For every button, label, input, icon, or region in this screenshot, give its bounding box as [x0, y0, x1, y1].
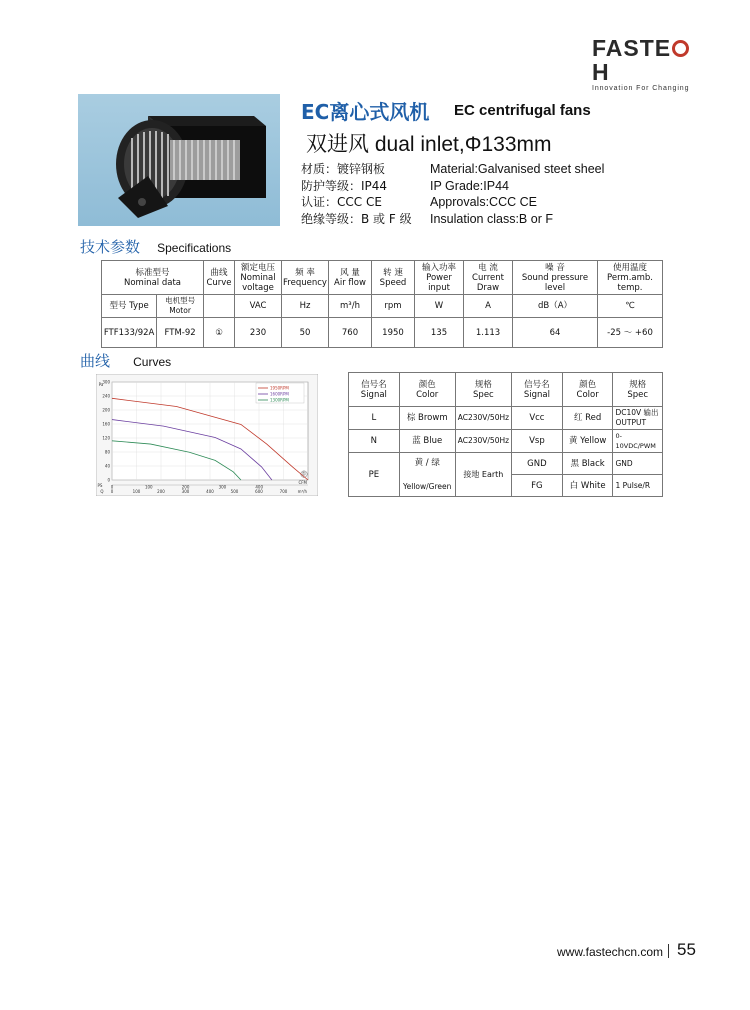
spec-unit-temp: ℃ — [598, 295, 663, 318]
chart-x-tick-label: 400 — [206, 489, 214, 494]
chart-y-tick-label: 120 — [102, 435, 110, 441]
sig-cell-color: 红 Red — [562, 407, 613, 430]
spec-unit-voltage: VAC — [235, 295, 282, 318]
sig-header-spec-2: 规格 Spec — [613, 373, 663, 407]
spec-cn-insulation: 绝缘等级：B 或 F 级 — [301, 211, 412, 226]
spec-cell-sound: 64 — [513, 318, 598, 348]
spec-header-voltage: 额定电压 Nominal voltage — [235, 261, 282, 295]
signal-table-header-row — [349, 373, 663, 407]
spec-en-insulation: Insulation class:B or F — [430, 211, 553, 226]
page-number: 55 — [677, 940, 696, 959]
product-photo — [78, 94, 280, 226]
chart-axis-letter-x: Q — [100, 489, 104, 494]
chart-x-tick-label: 300 — [181, 489, 190, 494]
chart-curve-marker-label: ① — [301, 471, 307, 478]
chart-y-tick-label: 0 — [107, 477, 110, 483]
sig-cell-signal: L — [349, 407, 400, 430]
spec-table — [101, 260, 663, 348]
chart-xlabel-bottom: m³/h — [297, 489, 307, 494]
signal-table — [348, 372, 663, 497]
spec-cell-temp: -25 ～ +60 — [598, 318, 663, 348]
logo-tagline: Innovation For Changing — [592, 85, 690, 92]
spec-cell-curve: ① — [204, 318, 235, 348]
spec-en-material: Material:Galvanised steet sheel — [430, 162, 605, 176]
performance-chart-svg — [96, 374, 318, 496]
spec-en-approvals: Approvals:CCC CE — [430, 195, 537, 209]
chart-x-tick-label: 700 — [279, 489, 288, 494]
spec-unit-type: 型号 Type — [102, 295, 157, 318]
sig-header-color-2: 颜色 Color — [562, 373, 613, 407]
sig-cell-spec: DC10V 输出 OUTPUT — [613, 407, 663, 430]
sig-cell-color: 黄 Yellow — [562, 430, 613, 453]
spec-cell-current: 1.113 — [464, 318, 513, 348]
brand-logo — [592, 36, 704, 92]
spec-cn-material: 材质：镀锌钢板 — [301, 162, 386, 176]
sig-cell-color: 黄 / 绿 Yellow/Green — [399, 453, 455, 497]
spec-cell-airflow: 760 — [329, 318, 372, 348]
chart-x-top-tick-label: 0 — [110, 484, 114, 490]
sig-header-signal-2: 信号名 Signal — [512, 373, 563, 407]
spec-en-ip: IP Grade:IP44 — [430, 178, 509, 193]
footer-divider — [668, 944, 669, 958]
chart-x-top-tick-label: 200 — [181, 484, 190, 490]
sig-cell-signal: PE — [349, 453, 400, 497]
chart-y-tick-label: 80 — [104, 449, 110, 455]
sig-cell-spec: 接地 Earth — [455, 453, 511, 497]
chart-x-top-tick-label: 400 — [255, 484, 264, 490]
sig-cell-signal: Vsp — [512, 430, 563, 453]
spec-header-speed: 转 速 Speed — [372, 261, 415, 295]
sig-header-signal-1: 信号名 Signal — [349, 373, 400, 407]
chart-x-top-tick-label: 300 — [218, 484, 227, 490]
spec-unit-current: A — [464, 295, 513, 318]
chart-legend-entry: 1950RPM — [270, 385, 289, 391]
spec-header-nominal: 标准型号 Nominal data — [102, 261, 204, 295]
spec-header-current: 电 流 Current Draw — [464, 261, 513, 295]
sig-cell-color: 蓝 Blue — [399, 430, 455, 453]
chart-y-tick-label: 300 — [102, 379, 110, 385]
sig-cell-spec: 1 Pulse/R — [613, 475, 663, 497]
logo-ring-icon — [672, 40, 689, 57]
section-curves-en: Curves — [133, 355, 172, 369]
subtitle: 双进风 dual inlet,Φ133mm — [306, 133, 552, 156]
sig-cell-signal: GND — [512, 453, 563, 475]
sig-header-spec-1: 规格 Spec — [455, 373, 511, 407]
spec-cell-voltage: 230 — [235, 318, 282, 348]
chart-x-tick-label: 500 — [230, 489, 239, 494]
sig-cell-signal: N — [349, 430, 400, 453]
spec-table-units-row — [102, 295, 663, 318]
spec-unit-frequency: Hz — [282, 295, 329, 318]
sig-cell-color: 棕 Browm — [399, 407, 455, 430]
sig-cell-spec: GND — [613, 453, 663, 475]
sig-cell-signal: Vcc — [512, 407, 563, 430]
sig-cell-color: 黑 Black — [562, 453, 613, 475]
spec-unit-speed: rpm — [372, 295, 415, 318]
sig-cell-spec: AC230V/50Hz — [455, 407, 511, 430]
spec-header-temp: 使用温度 Perm.amb. temp. — [598, 261, 663, 295]
chart-xlabel-top: CFM — [298, 480, 307, 485]
spec-unit-sound: dB（A） — [513, 295, 598, 318]
chart-x-tick-label: 0 — [110, 489, 114, 494]
spec-cell-power: 135 — [415, 318, 464, 348]
spec-cell-motor: FTM-92 — [157, 318, 204, 348]
chart-y-tick-label: 160 — [102, 421, 110, 427]
chart-ylabel: Pa — [98, 382, 104, 387]
spec-table-data-row — [102, 318, 663, 348]
spec-header-sound: 噪 音 Sound pressure level — [513, 261, 598, 295]
chart-x-tick-label: 600 — [255, 489, 263, 494]
section-specifications — [80, 236, 231, 257]
spec-unit-motor: 电机型号 Motor — [157, 295, 204, 318]
footer-url: www.fastechcn.com — [557, 945, 664, 959]
spec-unit-airflow: m³/h — [329, 295, 372, 318]
chart-y-tick-label: 240 — [102, 393, 110, 399]
chart-x-tick-label: 200 — [157, 489, 165, 494]
sig-cell-spec: 0-10VDC/PWM — [613, 430, 663, 453]
chart-y-tick-label: 40 — [104, 463, 110, 469]
chart-legend-entry: 1600RPM — [270, 391, 289, 397]
spec-table-header-row — [102, 261, 663, 295]
signal-row — [349, 407, 663, 430]
spec-cell-type: FTF133/92A — [102, 318, 157, 348]
spec-list-cn — [301, 161, 412, 227]
section-curves-cn: 曲线 — [80, 352, 111, 370]
sig-cell-signal: FG — [512, 475, 563, 497]
spec-header-curve: 曲线 Curve — [204, 261, 235, 295]
spec-header-airflow: 风 量 Air flow — [329, 261, 372, 295]
signal-row — [349, 453, 663, 475]
sig-cell-spec: AC230V/50Hz — [455, 430, 511, 453]
spec-cell-frequency: 50 — [282, 318, 329, 348]
spec-cell-speed: 1950 — [372, 318, 415, 348]
section-curves — [80, 350, 171, 371]
title-cn: EC离心式风机 — [301, 100, 430, 124]
spec-unit-power: W — [415, 295, 464, 318]
signal-row — [349, 430, 663, 453]
performance-chart — [96, 374, 318, 496]
sig-header-color-1: 颜色 Color — [399, 373, 455, 407]
spec-list-en — [430, 161, 604, 227]
logo-text-part2: H — [592, 59, 610, 85]
sig-cell-color: 白 White — [562, 475, 613, 497]
chart-y-tick-label: 200 — [102, 407, 110, 413]
chart-x-top-tick-label: 100 — [144, 484, 153, 490]
spec-cn-approvals: 认证：CCC CE — [301, 195, 382, 209]
section-specifications-cn: 技术参数 — [80, 238, 141, 256]
logo-text-part1: FASTE — [592, 35, 672, 61]
chart-legend-entry: 1300RPM — [270, 397, 289, 403]
spec-header-frequency: 频 率 Frequency — [282, 261, 329, 295]
title-en: EC centrifugal fans — [454, 102, 591, 119]
section-specifications-en: Specifications — [157, 241, 232, 255]
chart-x-tick-label: 100 — [132, 489, 141, 494]
chart-axis-letter-y: PS — [97, 483, 103, 488]
spec-header-power: 输入功率 Power input — [415, 261, 464, 295]
spec-unit-curve — [204, 295, 235, 318]
spec-cn-ip: 防护等级：IP44 — [301, 178, 388, 193]
